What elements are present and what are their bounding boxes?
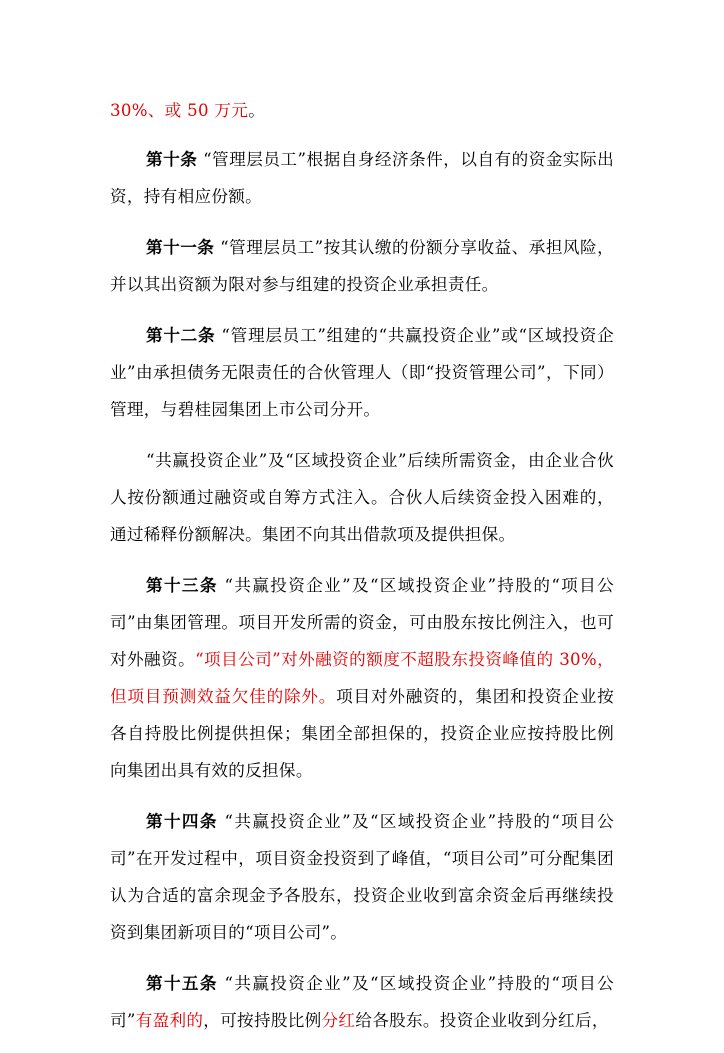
paragraph-text: “管理层员工”按其认缴的份额分享收益、承担风险，并以其出资额为限对参与组建的投资企业承担责任。	[110, 238, 615, 294]
paragraph-text: “共赢投资企业”及“区域投资企业”持股的“项目公司”在开发过程中，项目资金投资到了峰值，“项目公司”可分配集团认为合适的富余现金予各股东，投资企业收到富余资金后再继续投资到集团新项目的“项目公司”。	[110, 812, 614, 942]
paragraph-text: “管理层员工”根据自身经济条件，以自有的资金实际出资，持有相应份额。	[110, 150, 615, 206]
paragraph-text: “共赢投资企业”及“区域投资企业”后续所需资金，由企业合伙人按份额通过融资或自筹方式注入。合伙人后续资金投入困难的，通过稀释份额解决。集团不向其出借款项及提供担保。	[110, 451, 614, 544]
funding-paragraph	[110, 442, 614, 553]
article-label: 第十条	[146, 150, 198, 169]
document-page	[110, 92, 614, 1053]
article-label: 第十五条	[146, 974, 218, 993]
article-label: 第十二条	[146, 326, 216, 345]
article-label: 第十三条	[146, 576, 218, 595]
intro-paragraph	[110, 92, 614, 129]
article-label: 第十一条	[146, 238, 215, 257]
highlight-text: 有盈利的	[135, 1011, 204, 1030]
paragraph-text: 给各股东。投资企业收到分红后，	[355, 1011, 609, 1030]
article-15-paragraph	[110, 965, 614, 1039]
paragraph-text: ，可按持股比例	[203, 1011, 322, 1030]
paragraph-text: 。	[248, 101, 266, 120]
highlight-text: “项目公司”对外融资的额度不超股东投资峰值的 30%，但项目预测效益欠佳的除外。	[110, 650, 614, 706]
paragraph-text: “共赢投资企业”及“区域投资企业”持股的“项目公司”	[110, 974, 614, 1030]
article-14-paragraph	[110, 803, 614, 951]
paragraph-text: 项目对外融资的，集团和投资企业按各自持股比例提供担保；集团全部担保的，投资企业应按持股比例向集团出具有效的反担保。	[110, 687, 614, 780]
highlight-text: 分红	[321, 1011, 356, 1030]
article-13-paragraph	[110, 567, 614, 789]
article-label: 第十四条	[146, 812, 218, 831]
highlight-text: 30%、或 50 万元	[110, 101, 249, 120]
article-10-paragraph	[110, 141, 614, 215]
paragraph-text: “管理层员工”组建的“共赢投资企业”或“区域投资企业”由承担债务无限责任的合伙管理人（即“投资管理公司”，下同）管理，与碧桂园集团上市公司分开。	[110, 326, 614, 419]
article-11-paragraph	[110, 229, 614, 303]
article-12-paragraph	[110, 317, 614, 428]
paragraph-text: “共赢投资企业”及“区域投资企业”持股的“项目公司”由集团管理。项目开发所需的资金，可由股东按比例注入，也可对外融资。	[110, 576, 614, 669]
